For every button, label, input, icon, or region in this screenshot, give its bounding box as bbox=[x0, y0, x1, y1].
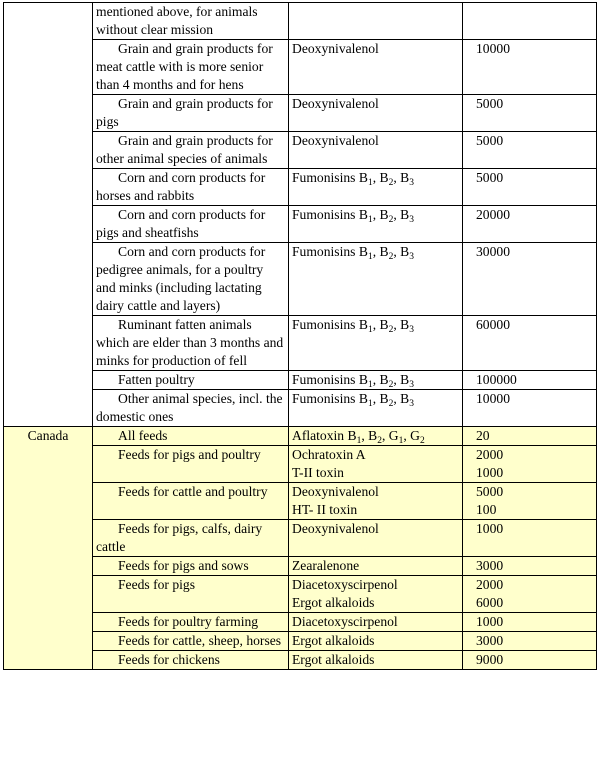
toxin-cell: Diacetoxyscirpenol Ergot alkaloids bbox=[289, 576, 463, 613]
table-row bbox=[4, 520, 597, 557]
limit-cell: 2000 1000 bbox=[463, 446, 597, 483]
feed-cell: All feeds bbox=[93, 427, 289, 446]
toxin-cell: Fumonisins $B_1$, $B_2$, $B_3$ bbox=[289, 390, 463, 427]
limit-cell: 10000 bbox=[463, 390, 597, 427]
toxin-cell: Zearalenone bbox=[289, 557, 463, 576]
feed-cell: Feeds for poultry farming bbox=[93, 613, 289, 632]
subscript: 1 bbox=[367, 325, 373, 335]
limit-cell: 60000 bbox=[463, 316, 597, 371]
subscript: 3 bbox=[409, 380, 414, 390]
subscript: 2 bbox=[388, 399, 394, 409]
limit-cell: 5000 bbox=[463, 169, 597, 206]
table-row bbox=[4, 557, 597, 576]
limit-cell: 1000 bbox=[463, 613, 597, 632]
subscript: 3 bbox=[409, 399, 414, 409]
table-row bbox=[4, 3, 597, 40]
limit-cell: 5000 bbox=[463, 95, 597, 132]
toxin-cell bbox=[289, 3, 463, 40]
feed-cell: Feeds for pigs bbox=[93, 576, 289, 613]
subscript: 1 bbox=[367, 380, 373, 390]
subscript: 2 bbox=[377, 436, 382, 446]
table-row bbox=[4, 206, 597, 243]
table-row bbox=[4, 316, 597, 371]
subscript: 3 bbox=[409, 252, 414, 262]
toxin-cell: Deoxynivalenol bbox=[289, 95, 463, 132]
limit-cell: 3000 bbox=[463, 557, 597, 576]
table-row bbox=[4, 613, 597, 632]
table-row bbox=[4, 427, 597, 446]
feed-cell: Feeds for pigs, calfs, dairy cattle bbox=[93, 520, 289, 557]
table-row bbox=[4, 132, 597, 169]
subscript: 3 bbox=[409, 325, 414, 335]
limit-cell: 10000 bbox=[463, 40, 597, 95]
toxin-cell: Ergot alkaloids bbox=[289, 651, 463, 670]
subscript: 1 bbox=[356, 436, 362, 446]
toxin-cell: Ergot alkaloids bbox=[289, 632, 463, 651]
toxin-cell: Fumonisins $B_1$, $B_2$, $B_3$ bbox=[289, 316, 463, 371]
toxin-subscript-text: $B_1$, $B_2$, $G_1$, $G_2$ bbox=[347, 428, 425, 446]
subscript: 1 bbox=[367, 178, 373, 188]
feed-cell: Other animal species, incl. the domestic ones bbox=[93, 390, 289, 427]
table-row bbox=[4, 446, 597, 483]
feed-cell: Feeds for cattle, sheep, horses bbox=[93, 632, 289, 651]
limit-cell: 20 bbox=[463, 427, 597, 446]
subscript: 1 bbox=[367, 252, 373, 262]
country-cell bbox=[4, 3, 93, 427]
subscript: 2 bbox=[388, 178, 394, 188]
feed-cell: Feeds for cattle and poultry bbox=[93, 483, 289, 520]
toxin-cell: Deoxynivalenol bbox=[289, 520, 463, 557]
feed-cell: Feeds for pigs and sows bbox=[93, 557, 289, 576]
feed-cell: Fatten poultry bbox=[93, 371, 289, 390]
toxin-subscript-text: $B_1$, $B_2$, $B_3$ bbox=[358, 317, 414, 335]
subscript: 1 bbox=[367, 399, 373, 409]
table-row bbox=[4, 632, 597, 651]
toxin-cell: Ochratoxin A T-II toxin bbox=[289, 446, 463, 483]
subscript: 2 bbox=[419, 436, 425, 446]
limit-cell: 5000 100 bbox=[463, 483, 597, 520]
toxin-cell: Fumonisins $B_1$, $B_2$, $B_3$ bbox=[289, 371, 463, 390]
table-row bbox=[4, 651, 597, 670]
limit-cell: 20000 bbox=[463, 206, 597, 243]
subscript: 2 bbox=[388, 380, 394, 390]
toxin-cell: Fumonisins $B_1$, $B_2$, $B_3$ bbox=[289, 169, 463, 206]
toxin-cell: Deoxynivalenol HT- II toxin bbox=[289, 483, 463, 520]
table-row bbox=[4, 169, 597, 206]
feed-cell: Grain and grain products for meat cattle with is more senior than 4 months and for hens bbox=[93, 40, 289, 95]
table-row bbox=[4, 243, 597, 316]
subscript: 2 bbox=[388, 325, 394, 335]
limit-cell: 2000 6000 bbox=[463, 576, 597, 613]
feed-cell: Grain and grain products for pigs bbox=[93, 95, 289, 132]
toxin-subscript-text: $B_1$, $B_2$, $B_3$ bbox=[358, 391, 414, 409]
limit-cell: 3000 bbox=[463, 632, 597, 651]
feed-cell: Feeds for chickens bbox=[93, 651, 289, 670]
limit-cell bbox=[463, 3, 597, 40]
toxin-subscript-text: $B_1$, $B_2$, $B_3$ bbox=[358, 207, 414, 225]
feed-cell: Feeds for pigs and poultry bbox=[93, 446, 289, 483]
toxin-subscript-text: $B_1$, $B_2$, $B_3$ bbox=[358, 244, 414, 262]
subscript: 2 bbox=[388, 215, 394, 225]
feed-cell: Corn and corn products for pigs and sheatfishs bbox=[93, 206, 289, 243]
mycotoxin-limits-table bbox=[3, 2, 597, 670]
toxin-subscript-text: $B_1$, $B_2$, $B_3$ bbox=[358, 372, 414, 390]
limit-cell: 100000 bbox=[463, 371, 597, 390]
table-row bbox=[4, 371, 597, 390]
table-row bbox=[4, 483, 597, 520]
limit-cell: 5000 bbox=[463, 132, 597, 169]
limit-cell: 9000 bbox=[463, 651, 597, 670]
toxin-cell: Deoxynivalenol bbox=[289, 132, 463, 169]
table-row bbox=[4, 390, 597, 427]
subscript: 1 bbox=[367, 215, 373, 225]
subscript: 1 bbox=[398, 436, 404, 446]
limit-cell: 1000 bbox=[463, 520, 597, 557]
subscript: 3 bbox=[409, 215, 414, 225]
limit-cell: 30000 bbox=[463, 243, 597, 316]
toxin-subscript-text: $B_1$, $B_2$, $B_3$ bbox=[358, 170, 414, 188]
toxin-cell: Diacetoxyscirpenol bbox=[289, 613, 463, 632]
table-row bbox=[4, 40, 597, 95]
table-row bbox=[4, 95, 597, 132]
subscript: 3 bbox=[409, 178, 414, 188]
toxin-cell: Fumonisins $B_1$, $B_2$, $B_3$ bbox=[289, 243, 463, 316]
feed-cell: Ruminant fatten animals which are elder than 3 months and minks for production of fell bbox=[93, 316, 289, 371]
subscript: 2 bbox=[388, 252, 394, 262]
toxin-cell: Deoxynivalenol bbox=[289, 40, 463, 95]
feed-cell: Corn and corn products for horses and rabbits bbox=[93, 169, 289, 206]
feed-cell: Grain and grain products for other animal species of animals bbox=[93, 132, 289, 169]
table-row bbox=[4, 576, 597, 613]
country-cell: Canada bbox=[4, 427, 93, 670]
toxin-cell: Aflatoxin $B_1$, $B_2$, $G_1$, $G_2$ bbox=[289, 427, 463, 446]
feed-cell: Corn and corn products for pedigree animals, for a poultry and minks (including lactating dairy cattle and layers) bbox=[93, 243, 289, 316]
toxin-cell: Fumonisins $B_1$, $B_2$, $B_3$ bbox=[289, 206, 463, 243]
feed-cell: mentioned above, for animals without clear mission bbox=[93, 3, 289, 40]
